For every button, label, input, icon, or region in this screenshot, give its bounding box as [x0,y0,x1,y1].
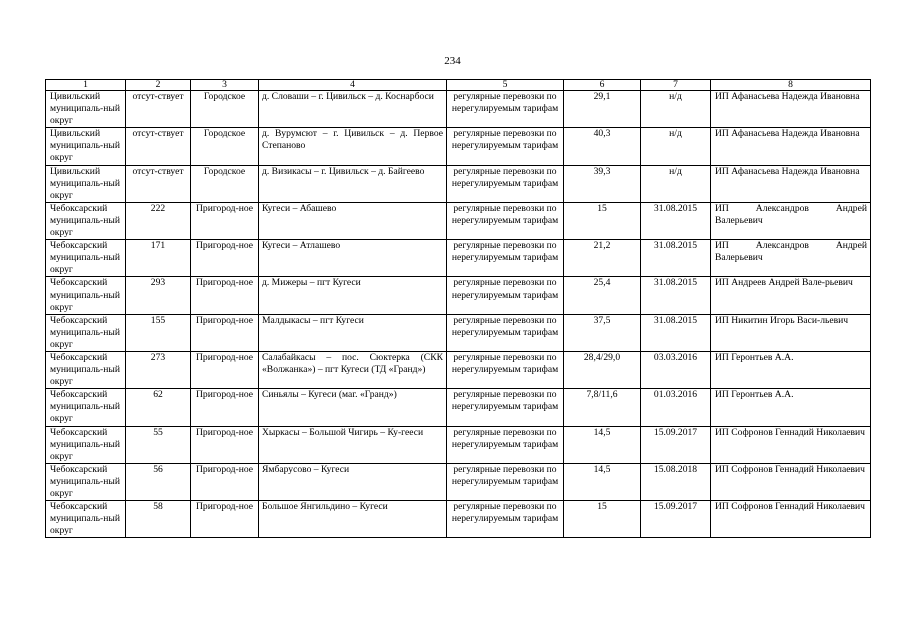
table-row [46,389,871,426]
date-cell: 15.08.2018 [641,463,711,500]
operator-cell: ИП Геронтьев А.А. [711,351,871,388]
route-name-cell: д. Мижеры – пгт Кугеси [259,277,447,314]
route-number-cell: 273 [126,351,191,388]
table-row [46,240,871,277]
district-cell: Цивильский муниципаль-ный округ [46,91,126,128]
column-header-1: 1 [46,80,126,91]
operator-cell: ИП Софронов Геннадий Николаевич [711,501,871,538]
route-type-cell: Городское [191,91,259,128]
route-name-cell: Кугеси – Атлашево [259,240,447,277]
column-header-4: 4 [259,80,447,91]
operator-cell: ИП Афанасьева Надежда Ивановна [711,128,871,165]
date-cell: н/д [641,165,711,202]
table-row [46,351,871,388]
route-number-cell: 58 [126,501,191,538]
table-row [46,165,871,202]
route-type-cell: Пригород-ное [191,389,259,426]
district-cell: Чебоксарский муниципаль-ный округ [46,351,126,388]
route-number-cell: 56 [126,463,191,500]
table-body [46,91,871,538]
route-length-cell: 39,3 [564,165,641,202]
operator-cell: ИП Александров Андрей Валерьевич [711,202,871,239]
district-cell: Чебоксарский муниципаль-ный округ [46,501,126,538]
route-type-cell: Пригород-ное [191,240,259,277]
table-row [46,202,871,239]
service-type-cell: регулярные перевозки по нерегулируемым тарифам [447,91,564,128]
service-type-cell: регулярные перевозки по нерегулируемым тарифам [447,389,564,426]
service-type-cell: регулярные перевозки по нерегулируемым тарифам [447,128,564,165]
route-length-cell: 37,5 [564,314,641,351]
service-type-cell: регулярные перевозки по нерегулируемым тарифам [447,240,564,277]
table-row [46,314,871,351]
date-cell: н/д [641,128,711,165]
date-cell: 31.08.2015 [641,277,711,314]
route-type-cell: Пригород-ное [191,277,259,314]
route-type-cell: Городское [191,128,259,165]
column-header-3: 3 [191,80,259,91]
route-type-cell: Пригород-ное [191,351,259,388]
route-number-cell: 62 [126,389,191,426]
district-cell: Чебоксарский муниципаль-ный округ [46,463,126,500]
service-type-cell: регулярные перевозки по нерегулируемым тарифам [447,426,564,463]
route-name-cell: д. Визикасы – г. Цивильск – д. Байгеево [259,165,447,202]
route-length-cell: 25,4 [564,277,641,314]
district-cell: Чебоксарский муниципаль-ный округ [46,202,126,239]
service-type-cell: регулярные перевозки по нерегулируемым тарифам [447,165,564,202]
date-cell: 01.03.2016 [641,389,711,426]
operator-cell: ИП Афанасьева Надежда Ивановна [711,165,871,202]
route-name-cell: Малдыкасы – пгт Кугеси [259,314,447,351]
table-row [46,277,871,314]
service-type-cell: регулярные перевозки по нерегулируемым тарифам [447,314,564,351]
operator-cell: ИП Софронов Геннадий Николаевич [711,426,871,463]
route-length-cell: 14,5 [564,463,641,500]
operator-cell: ИП Андреев Андрей Вале-рьевич [711,277,871,314]
route-number-cell: отсут-ствует [126,91,191,128]
page-number: 234 [444,55,461,67]
column-header-8: 8 [711,80,871,91]
route-name-cell: Синьялы – Кугеси (маг. «Гранд») [259,389,447,426]
service-type-cell: регулярные перевозки по нерегулируемым тарифам [447,202,564,239]
operator-cell: ИП Никитин Игорь Васи-льевич [711,314,871,351]
district-cell: Чебоксарский муниципаль-ный округ [46,240,126,277]
date-cell: 15.09.2017 [641,501,711,538]
column-header-7: 7 [641,80,711,91]
route-number-cell: 55 [126,426,191,463]
route-length-cell: 28,4/29,0 [564,351,641,388]
route-number-cell: 293 [126,277,191,314]
service-type-cell: регулярные перевозки по нерегулируемым тарифам [447,351,564,388]
date-cell: 31.08.2015 [641,314,711,351]
route-number-cell: 171 [126,240,191,277]
table-row [46,501,871,538]
date-cell: 31.08.2015 [641,202,711,239]
route-type-cell: Пригород-ное [191,202,259,239]
date-cell: н/д [641,91,711,128]
table-row [46,128,871,165]
table-row [46,426,871,463]
operator-cell: ИП Софронов Геннадий Николаевич [711,463,871,500]
date-cell: 03.03.2016 [641,351,711,388]
route-number-cell: отсут-ствует [126,128,191,165]
operator-cell: ИП Афанасьева Надежда Ивановна [711,91,871,128]
route-type-cell: Пригород-ное [191,501,259,538]
route-name-cell: Ямбарусово – Кугеси [259,463,447,500]
operator-cell: ИП Александров Андрей Валерьевич [711,240,871,277]
district-cell: Чебоксарский муниципаль-ный округ [46,426,126,463]
service-type-cell: регулярные перевозки по нерегулируемым тарифам [447,501,564,538]
route-type-cell: Пригород-ное [191,463,259,500]
district-cell: Чебоксарский муниципаль-ный округ [46,389,126,426]
district-cell: Цивильский муниципаль-ный округ [46,165,126,202]
route-name-cell: д. Словаши – г. Цивильск – д. Коснарбоси [259,91,447,128]
district-cell: Чебоксарский муниципаль-ный округ [46,314,126,351]
route-type-cell: Пригород-ное [191,314,259,351]
route-type-cell: Городское [191,165,259,202]
district-cell: Цивильский муниципаль-ный округ [46,128,126,165]
route-length-cell: 14,5 [564,426,641,463]
route-number-cell: 155 [126,314,191,351]
route-length-cell: 21,2 [564,240,641,277]
service-type-cell: регулярные перевозки по нерегулируемым тарифам [447,463,564,500]
route-length-cell: 15 [564,202,641,239]
route-length-cell: 40,3 [564,128,641,165]
route-name-cell: Большое Янгильдино – Кугеси [259,501,447,538]
table-row [46,463,871,500]
routes-table [45,79,871,538]
route-length-cell: 7,8/11,6 [564,389,641,426]
route-name-cell: Хыркасы – Большой Чигирь – Ку-гееси [259,426,447,463]
column-header-5: 5 [447,80,564,91]
route-number-cell: отсут-ствует [126,165,191,202]
date-cell: 31.08.2015 [641,240,711,277]
column-header-6: 6 [564,80,641,91]
date-cell: 15.09.2017 [641,426,711,463]
route-name-cell: д. Вурумсют – г. Цивильск – д. Первое Степаново [259,128,447,165]
route-name-cell: Салабайкасы – пос. Сюктерка (СКК «Волжанка») – пгт Кугеси (ТД «Гранд») [259,351,447,388]
route-type-cell: Пригород-ное [191,426,259,463]
column-header-2: 2 [126,80,191,91]
route-length-cell: 29,1 [564,91,641,128]
operator-cell: ИП Геронтьев А.А. [711,389,871,426]
service-type-cell: регулярные перевозки по нерегулируемым тарифам [447,277,564,314]
table-row [46,91,871,128]
district-cell: Чебоксарский муниципаль-ный округ [46,277,126,314]
route-number-cell: 222 [126,202,191,239]
route-length-cell: 15 [564,501,641,538]
table-header-row [46,80,871,91]
route-name-cell: Кугеси – Абашево [259,202,447,239]
